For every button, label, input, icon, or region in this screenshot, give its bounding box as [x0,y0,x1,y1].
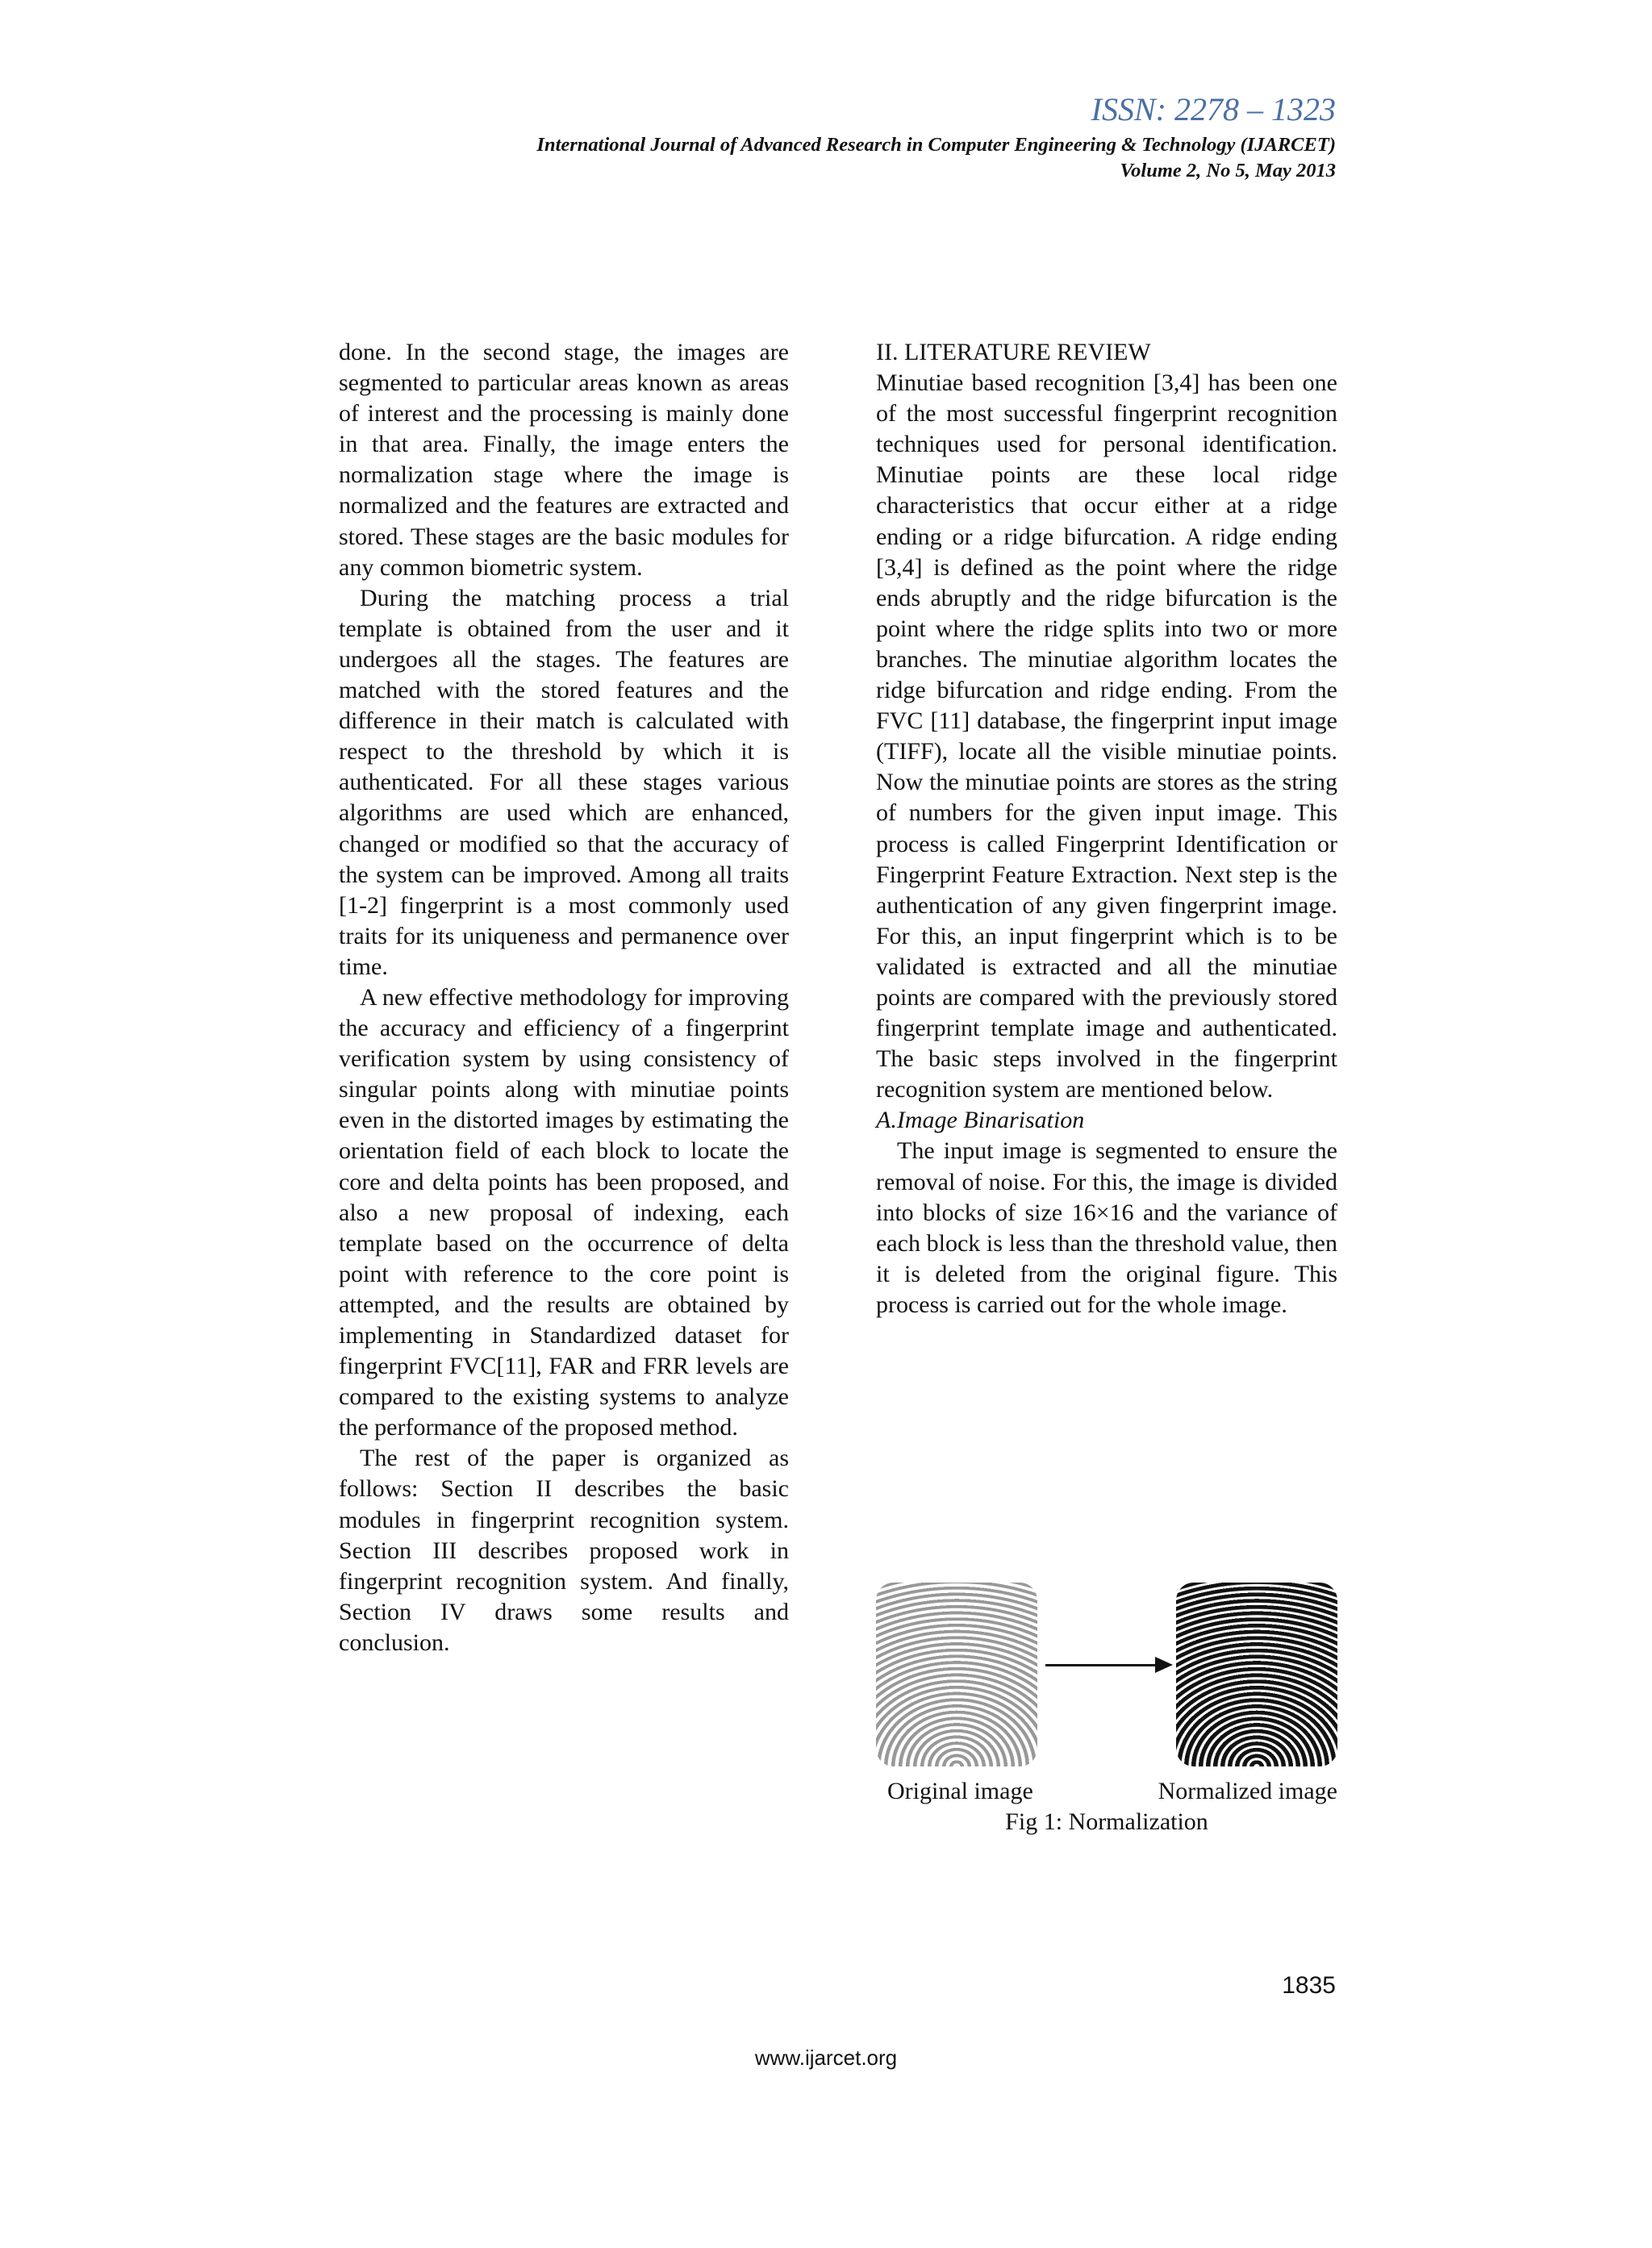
arrow-right-icon [1155,1657,1173,1673]
volume-info: Volume 2, No 5, May 2013 [1120,160,1336,181]
subsection-heading: A.Image Binarisation [876,1107,1085,1134]
left-paragraph-2: During the matching process a trial template is obtained from the user and it undergoes all the stages. The features are matched with the stored features and the difference in their match is calculated with respect to the threshold by which it is authenticated. For all these stages various algorithms are used which are enhanced, changed or modified so that the accuracy of the system can be improved. Among all traits [1-2] fingerprint is a most commonly used traits for its uniqueness and permanence over time. [339,584,789,980]
figure-caption: Fig 1: Normalization [1005,1808,1208,1835]
left-paragraph-4: The rest of the paper is organized as follows: Section II describes the basic modules in fingerprint recognition system. Section III describes proposed work in fingerprint recognition system. And finally, Section IV draws some results and conclusion. [339,1445,789,1656]
right-column [876,337,1337,1320]
left-paragraph-1: done. In the second stage, the images are segmented to particular areas known as areas of interest and the processing is mainly done in that area. Finally, the image enters the normalization stage where the image is normalized and the features are extracted and stored. These stages are the basic modules for any common biometric system. [339,339,789,581]
original-image-label: Original image [887,1778,1033,1804]
arrow-line [1045,1664,1158,1666]
section-heading: II. LITERATURE REVIEW [876,339,1151,365]
normalized-fingerprint-image [1176,1583,1337,1766]
footer-url: www.ijarcet.org [754,2046,898,2070]
normalization-figure [876,1583,1337,1768]
issn-header: ISSN: 2278 – 1323 [1091,91,1336,127]
page-number: 1835 [1282,1972,1336,1999]
right-paragraph-2: The input image is segmented to ensure the removal of noise. For this, the image is divided into blocks of size 16×16 and the variance of each block is less than the threshold value, then it is deleted from the original figure. This process is carried out for the whole image. [876,1137,1337,1318]
original-fingerprint-image [876,1583,1037,1766]
journal-title: International Journal of Advanced Research in Computer Engineering & Technology (IJARCET) [536,134,1336,156]
normalized-image-label: Normalized image [1158,1778,1337,1804]
right-paragraph-1: Minutiae based recognition [3,4] has been one of the most successful fingerprint recognition techniques used for personal identification. Minutiae points are these local ridge characteristics that occur either at a ridge ending or a ridge bifurcation. A ridge ending [3,4] is defined as the point where the ridge ends abruptly and the ridge bifurcation is the point where the ridge splits into two or more branches. The minutiae algorithm locates the ridge bifurcation and ridge ending. From the FVC [11] database, the fingerprint input image (TIFF), locate all the visible minutiae points. Now the minutiae points are stores as the string of numbers for the given input image. This process is called Fingerprint Identification or Fingerprint Feature Extraction. Next step is the authentication of any given fingerprint image. For this, an input fingerprint which is to be validated is extracted and all the minutiae points are compared with the previously stored fingerprint template image and authenticated. The basic steps involved in the fingerprint recognition system are mentioned below. [876,369,1337,1103]
left-paragraph-3: A new effective methodology for improving the accuracy and efficiency of a fingerprint verification system by using consistency of singular points along with minutiae points even in the distorted images by estimating the orientation field of each block to locate the core and delta points has been proposed, and also a new proposal of indexing, each template based on the occurrence of delta point with reference to the core point is attempted, and the results are obtained by implementing in Standardized dataset for fingerprint FVC[11], FAR and FRR levels are compared to the existing systems to analyze the performance of the proposed method. [339,983,789,1441]
left-column [339,337,789,1658]
